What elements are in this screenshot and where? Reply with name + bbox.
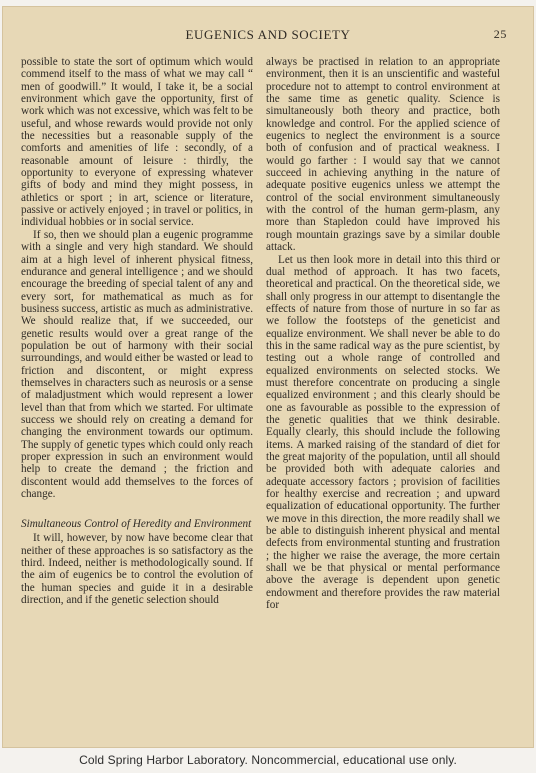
left-paragraph-2: If so, then we should plan a eugenic programme with a single and very high standard. We should aim at a high level of inherent physical fitness, endurance and general intelligence ; and we should encourage the breeding of special talent of any and every sort, for mathematical as much as for business success, artistic as much as administrative. We should realize that, if we succeeded, our genetic results would over a great range of the population be out of harmony with their social surroundings, and would either be wasted or lead to friction and discontent, or might express themselves in characters such as neurosis or a sense of maladjustment which would represent a lower level than that from which we started. For ultimate success we should rely on creating a demand for changing the environment towards our optimum. The supply of genetic types which could only reach proper expression in such an environment would help to create the demand ; the friction and discontent would add themselves to the forces of change.: [21, 228, 253, 501]
page-number: 25: [493, 27, 507, 41]
section-heading: Simultaneous Control of Heredity and Environment: [21, 518, 252, 531]
book-page: [2, 6, 534, 748]
right-column: [266, 56, 500, 611]
page-header: [3, 27, 533, 43]
left-paragraph-1: possible to state the sort of optimum which would commend itself to the mass of what we may call “ men of goodwill.” It would, I take it, be a social environment which gave the opportunity, first of work which was not excessive, which was felt to be useful, and whose rewards would provide not only the necessities but a reasonable supply of the comforts and amenities of life : secondly, of a reasonable amount of leisure : thirdly, the opportunity to everyone of expressing whatever gifts of body and mind they might possess, in athletics or sport ; in art, science or literature, passive or actively enjoyed ; in travel or politics, in individual hobbies or in social service.: [21, 56, 253, 229]
right-paragraph-1: always be practised in relation to an appropriate environment, then it is an unscientific and wasteful procedure not to attempt to control environment at the same time as genetic quality. Science is simultaneously both theory and practice, both knowledge and control. For the applied science of eugenics to neglect the environment is a source both of confusion and of practical weakness. I would go farther : I would say that we cannot succeed in achieving anything in the nature of adequate positive eugenics unless we attempt the control of the social environment simultaneously with the control of the human germ-plasm, any more than Stapledon could have improved his rough mountain grazings save by a similar double attack.: [266, 56, 500, 254]
running-head: EUGENICS AND SOCIETY: [185, 27, 351, 42]
left-paragraph-3: It will, however, by now have become clear that neither of these approaches is so satisfactory as the third. Indeed, neither is methodologically sound. If the aim of eugenics be to control the evolution of the human species and guide it in a desirable direction, and if the genetic selection should: [21, 532, 253, 607]
archive-credit: Cold Spring Harbor Laboratory. Noncommercial, educational use only.: [79, 753, 457, 767]
right-paragraph-2: Let us then look more in detail into this third or dual method of approach. It has two facets, theoretical and practical. On the theoretical side, we shall only progress in our attempt to disentangle the effects of nature from those of nurture in so far as we follow the footsteps of the geneticist and equalize environment. We shall never be able to do this in the same radical way as the pure scientist, by testing out a whole range of controlled and equalized environments on selected stocks. We must therefore concentrate on producing a single equalized environment ; and this clearly should be one as favourable as possible to the expression of the genetic qualities that we think desirable. Equally clearly, this should include the following items. A marked raising of the standard of diet for the great majority of the population, until all should be provided both with adequate calories and adequate accessory factors ; provision of facilities for healthy exercise and recreation ; and upward equalization of educational opportunity. The further we move in this direction, the more readily shall we be able to distinguish inherent physical and mental defects from environmental stunting and frustration ; the higher we raise the average, the more certain shall we be that physical or mental performance above the average is dependent upon genetic endowment and therefore provides the raw material for: [266, 253, 500, 612]
left-column: [21, 56, 253, 606]
